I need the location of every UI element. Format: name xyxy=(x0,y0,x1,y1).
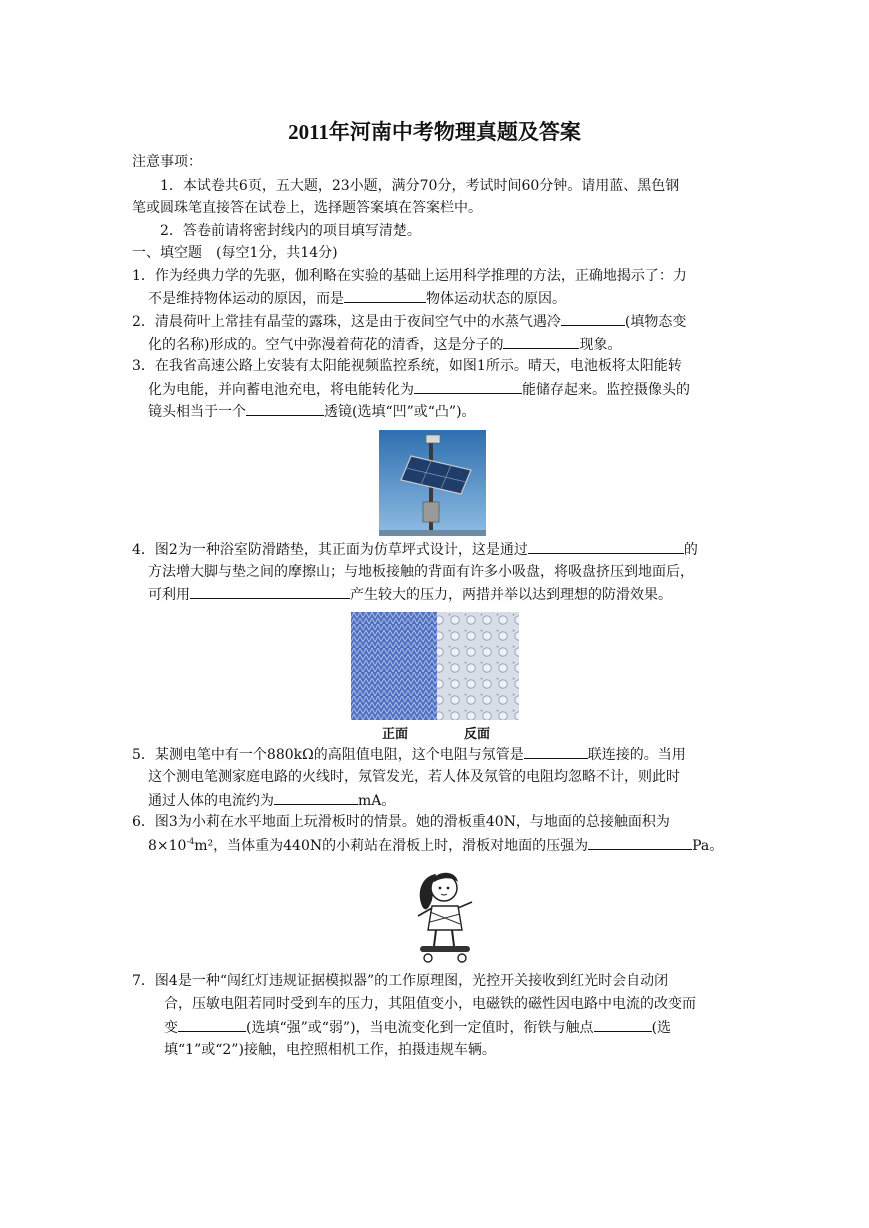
answer-blank[interactable] xyxy=(561,311,625,326)
question-5-text: 通过人体的电流约为 xyxy=(148,793,274,809)
notice-heading: 注意事项： xyxy=(132,154,202,170)
question-3-line-1: 3．在我省高速公路上安装有太阳能视频监控系统，如图1所示。晴天，电池板将太阳能转 xyxy=(132,358,682,374)
question-4-text: 4．图2为一种浴室防滑踏垫，其正面为仿草坪式设计，这是通过 xyxy=(132,542,528,558)
figure-3-skateboard-illustration xyxy=(410,866,480,966)
question-2-text: 2．清晨荷叶上常挂有晶莹的露珠，这是由于夜间空气中的水蒸气遇冷 xyxy=(132,314,561,330)
question-1-text: 物体运动状态的原因。 xyxy=(426,291,566,307)
question-4-text: 可利用 xyxy=(148,587,190,603)
solar-panel-photo xyxy=(379,430,486,536)
question-3-line-3 xyxy=(148,401,476,422)
skateboard-girl-drawing xyxy=(410,866,480,966)
bath-mat-photo xyxy=(351,612,519,720)
figure-2-bath-mat-image xyxy=(351,612,519,720)
answer-blank[interactable] xyxy=(274,790,358,805)
question-3-line-2 xyxy=(148,379,690,400)
question-3-text: 透镜(选填“凹”或“凸”)。 xyxy=(324,404,476,420)
figure-1-solar-monitor-image xyxy=(379,430,486,536)
question-5-line-3 xyxy=(148,790,395,811)
answer-blank[interactable] xyxy=(190,584,350,599)
answer-blank[interactable] xyxy=(524,744,588,759)
question-1-line-1: 1．作为经典力学的先驱，伽利略在实验的基础上运用科学推理的方法，正确地揭示了：力 xyxy=(132,268,687,284)
question-4-line-1 xyxy=(132,539,698,560)
question-2-text: 现象。 xyxy=(579,337,622,353)
question-7-line-4: 填“1”或“2”)接触，电控照相机工作，拍摄违规车辆。 xyxy=(164,1042,496,1058)
question-5-text: mA。 xyxy=(358,793,396,809)
question-1-text: 不是维持物体运动的原因，而是 xyxy=(148,291,344,307)
question-2-text: 化的名称)形成的。空气中弥漫着荷花的清香，这是分子的 xyxy=(148,337,504,353)
exponent: -4 xyxy=(186,837,195,846)
question-4-line-2: 方法增大脚与垫之间的摩擦山；与地板接触的背面有许多小吸盘，将吸盘挤压到地面后， xyxy=(148,564,694,580)
question-5-text: 联连接的。当用 xyxy=(587,747,686,763)
question-7-line-1: 7．图4是一种“闯红灯违规证据模拟器”的工作原理图，光控开关接收到红光时会自动闭 xyxy=(132,973,669,989)
question-6-text: m²，当体重为440N的小莉站在滑板上时，滑板对地面的压强为 xyxy=(194,838,589,854)
figure-2-caption-front: 正面 xyxy=(382,727,409,742)
question-6-line-1: 6．图3为小莉在水平地面上玩滑板时的情景。她的滑板重40N，与地面的总接触面积为 xyxy=(132,814,670,830)
question-5-text: 5．某测电笔中有一个880kΩ的高阻值电阻，这个电阻与氖管是 xyxy=(132,747,524,763)
question-7-line-3 xyxy=(164,1017,671,1038)
answer-blank[interactable] xyxy=(344,288,426,303)
notice-item-1: 1．本试卷共6页，五大题，23小题，满分70分，考试时间60分钟。请用蓝、黑色钢 xyxy=(160,178,680,194)
question-5-line-2: 这个测电笔测家庭电路的火线时，氖管发光，若人体及氖管的电阻均忽略不计，则此时 xyxy=(148,769,680,785)
answer-blank[interactable] xyxy=(246,401,324,416)
page-title: 2011年河南中考物理真题及答案 xyxy=(288,120,581,144)
question-1-line-2 xyxy=(148,288,566,309)
answer-blank[interactable] xyxy=(528,539,684,554)
question-4-line-3 xyxy=(148,584,672,605)
question-2-line-1 xyxy=(132,311,686,332)
answer-blank[interactable] xyxy=(588,835,692,850)
question-2-line-2 xyxy=(148,334,621,355)
answer-blank[interactable] xyxy=(594,1017,652,1032)
question-7-line-2: 合，压敏电阻若同时受到车的压力，其阻值变小，电磁铁的磁性因电路中电流的改变而 xyxy=(164,996,696,1012)
answer-blank[interactable] xyxy=(414,379,522,394)
answer-blank[interactable] xyxy=(178,1017,246,1032)
notice-item-1-cont: 笔或圆珠笔直接答在试卷上，选择题答案填在答案栏中。 xyxy=(132,200,482,216)
figure-2-caption-back: 反面 xyxy=(464,727,491,742)
question-6-text: 8×10 xyxy=(148,838,187,854)
question-6-line-2 xyxy=(148,835,723,856)
question-5-line-1 xyxy=(132,744,686,765)
question-3-text: 镜头相当于一个 xyxy=(148,404,246,420)
question-6-text: Pa。 xyxy=(692,838,724,854)
answer-blank[interactable] xyxy=(503,334,579,349)
notice-item-2: 2．答卷前请将密封线内的项目填写清楚。 xyxy=(160,223,421,239)
question-7-text: (选 xyxy=(651,1020,672,1036)
question-4-text: 产生较大的压力，两措并举以达到理想的防滑效果。 xyxy=(350,587,672,603)
question-7-text: (选填“强”或“弱”)，当电流变化到一定值时，衔铁与触点 xyxy=(246,1020,594,1036)
question-4-text: 的 xyxy=(683,542,698,558)
question-3-text: 能储存起来。监控摄像头的 xyxy=(522,382,690,398)
question-3-text: 化为电能，并向蓄电池充电，将电能转化为 xyxy=(148,382,414,398)
question-2-text: (填物态变 xyxy=(624,314,687,330)
question-7-text: 变 xyxy=(164,1020,178,1036)
section-heading: 一、填空题 (每空1分，共14分) xyxy=(132,245,338,261)
